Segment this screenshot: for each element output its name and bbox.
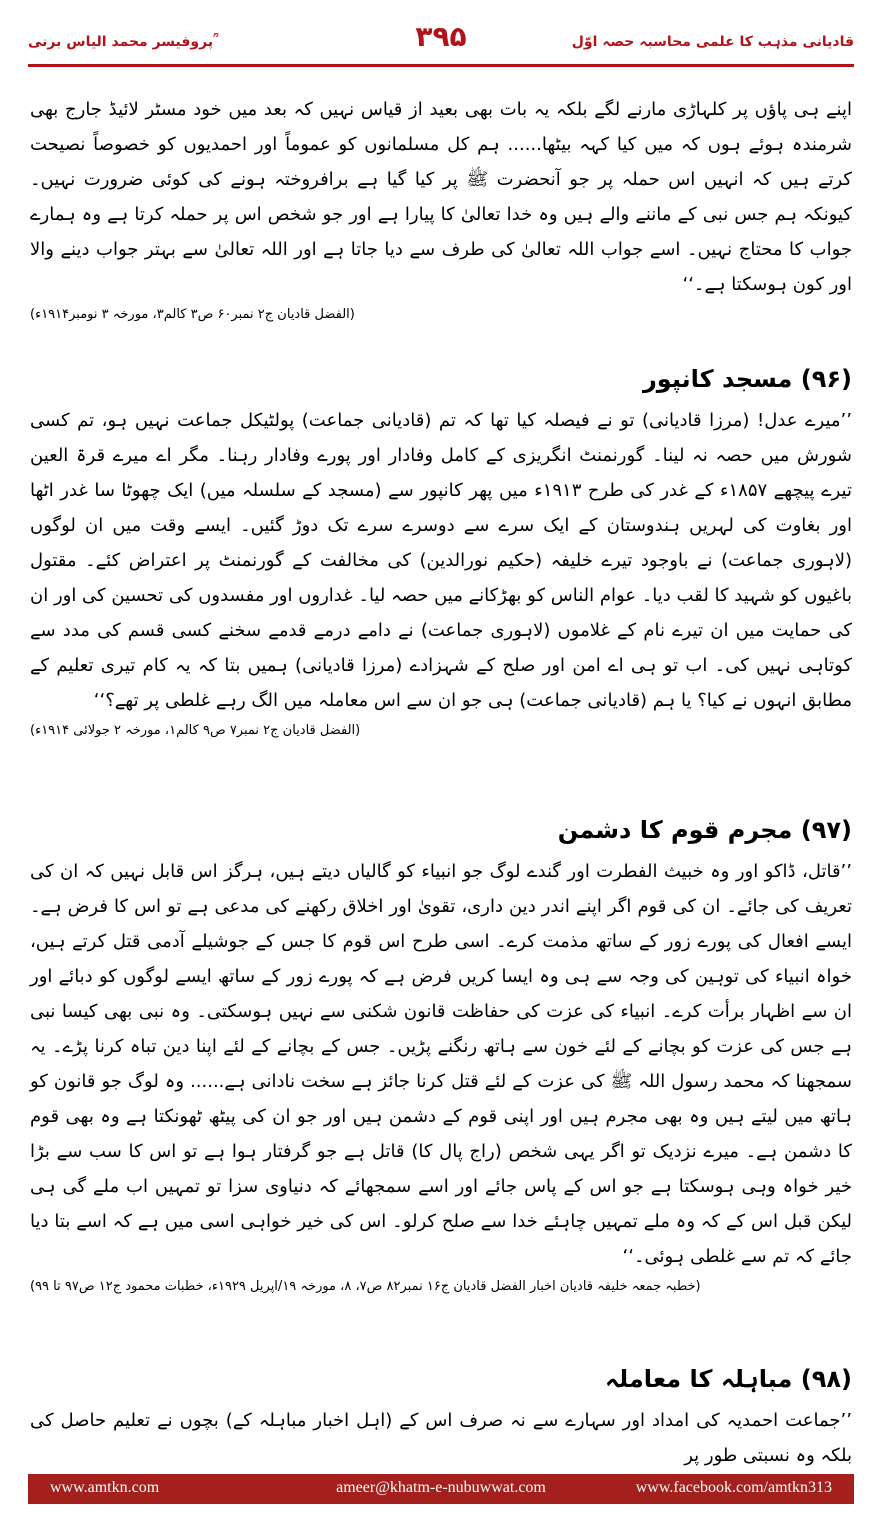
section-continuation (30, 92, 852, 326)
section-98 (30, 1345, 852, 1473)
email-link[interactable]: ameer@khatm-e-nubuwwat.com (336, 1479, 546, 1496)
section-96 (30, 345, 852, 742)
website-link[interactable]: www.amtkn.com (50, 1479, 160, 1496)
section-citation (30, 720, 852, 742)
citation-text: (خطبہ جمعہ خلیفہ قادیان اخبار الفضل قادیان ج۱۶ نمبر۸۲ ص۷، ۸، مورخہ ۱۹/اپریل ۱۹۲۹ء، خطبات محمود ج۱۲ ص۹۷ تا ۹۹) (30, 1279, 701, 1294)
author-name: پروفیسر محمد الیاس برنی ؒ (28, 34, 217, 50)
section-heading: (۹۶) مسجد کانپور (642, 365, 852, 393)
facebook-link[interactable]: www.facebook.com/amtkn313 (635, 1479, 832, 1496)
section-paragraph: ’’قاتل، ڈاکو اور وہ خبیث الفطرت اور گندے لوگ جو انبیاء کو گالیاں دیتے ہیں، ہرگز اس قابل نہیں کہ ان کی تعریف کی جائے۔ ان کی قوم اگر اپنے اندر دین داری، تقویٰ اور اخلاق رکھنے کی مدعی ہے تو اس کا فرض ہے۔ ایسے افعال کی پورے زور کے ساتھ مذمت کرے۔ اسی طرح اس قوم کا جس کے جوشیلے آدمی قتل کرتے ہیں، خواہ انبیاء کی توہین کی وجہ سے ہی وہ ایسا کریں فرض ہے کہ پورے زور کے ساتھ ایسے لوگوں کو دبائے اور ان سے اظہار برأت کرے۔ انبیاء کی عزت کی حفاظت قانون شکنی سے نہیں ہوسکتی۔ وہ نبی بھی کیسا نبی ہے جس کی عزت کو بچانے کے لئے خون سے ہاتھ رنگنے پڑیں۔ جس کے بچانے کے لئے اپنا دین تباہ کرنا پڑے۔ یہ سمجھنا کہ محمد رسول اللہ ﷺ کی عزت کے لئے قتل کرنا جائز ہے سخت نادانی ہے...... وہ لوگ جو قانون کو ہاتھ میں لیتے ہیں وہ بھی مجرم ہیں اور اپنی قوم کے دشمن ہیں اور جو ان کی پیٹھ ٹھونکتا ہے وہ بھی قوم کا دشمن ہے۔ میرے نزدیک تو اگر یہی شخص (راج پال کا) قاتل ہے جو گرفتار ہوا ہے تو اس کا سب سے بڑا خیر خواہ وہی ہوسکتا ہے جو اس کے پاس جائے اور اسے سمجھائے کہ دنیاوی سزا تو تمہیں اب ملے گی ہی لیکن قبل اس کے کہ وہ ملے تمہیں چاہئے خدا سے صلح کرلو۔ اس کی خیر خواہی اسی میں ہے کہ اسے بتا دیا جائے کہ تم سے غلطی ہوئی۔‘‘ (30, 861, 852, 1267)
header-divider (28, 64, 854, 67)
book-title: قادیانی مذہب کا علمی محاسبہ حصہ اوّل (571, 34, 854, 50)
section-citation (30, 1276, 852, 1298)
section-paragraph: ’’میرے عدل! (مرزا قادیانی) تو نے فیصلہ کیا تھا کہ تم (قادیانی جماعت) پولٹیکل جماعت نہیں ہو، تم کسی شورش میں حصہ نہ لینا۔ گورنمنٹ انگریزی کے کامل وفادار اور پورے وفادار رہنا۔ مگر اے میرے قرۃ العین تیرے پیچھے ۱۸۵۷ء کے غدر کی طرح ۱۹۱۳ء میں پھر کانپور سے (مسجد کے سلسلہ میں) ایک چھوٹا سا غدر اٹھا اور بغاوت کی لہریں ہندوستان کے ایک سرے سے دوسرے سرے تک دوڑ گئیں۔ ایسے وقت میں ان لوگوں (لاہوری جماعت) نے باوجود تیرے خلیفہ (حکیم نورالدین) کی مخالفت کے گورنمنٹ پر اعتراض کئے۔ مقتول باغیوں کو شہید کا لقب دیا۔ عوام الناس کو بھڑکانے میں حصہ لیا۔ غداروں اور مفسدوں کی تحسین کی اور ان کی حمایت میں ان تیرے نام کے غلاموں (لاہوری جماعت) نے دامے درمے قدمے سخنے کسی قسم کی مدد سے کوتاہی نہیں کی۔ اب تو ہی اے امن اور صلح کے شہزادے (مرزا قادیانی) ہمیں بتا کہ یہ کام تیری تعلیم کے مطابق انہوں نے کیا؟ یا ہم (قادیانی جماعت) ہی جو ان سے اس معاملہ میں الگ رہے غلطی پر تھے؟‘‘ (30, 410, 852, 711)
section-97 (30, 796, 852, 1298)
section-paragraph: اپنے ہی پاؤں پر کلہاڑی مارنے لگے بلکہ یہ بات بھی بعید از قیاس نہیں کہ بعد میں خود مسٹر لائیڈ جارج بھی شرمندہ ہوئے ہوں کہ میں کیا کہہ بیٹھا...... ہم کل مسلمانوں کو عموماً اور احمدیوں کو خصوصاً نصیحت کرتے ہیں کہ انہیں اس حملہ پر جو آنحضرت ﷺ پر کیا گیا ہے برافروختہ ہونے کی کوئی ضرورت نہیں۔ کیونکہ ہم جس نبی کے ماننے والے ہیں وہ خدا تعالیٰ کا پیارا ہے اور جو شخص اس پر حملہ کرتا ہے وہ ہمارے جواب کا محتاج نہیں۔ اسے جواب اللہ تعالیٰ کی طرف سے دیا جاتا ہے اور اللہ تعالیٰ سے بہتر جواب دینے والا اور کون ہوسکتا ہے۔‘‘ (30, 99, 852, 295)
section-heading: (۹۸) مباہلہ کا معاملہ (605, 1365, 852, 1393)
section-heading: (۹۷) مجرم قوم کا دشمن (557, 816, 852, 844)
citation-text: (الفضل قادیان ج۲ نمبر۶۰ ص۳ کالم۳، مورخہ ۳ نومبر۱۹۱۴ء) (30, 307, 355, 322)
section-citation (30, 304, 852, 326)
page-footer (28, 1474, 854, 1504)
page-number: ۳۹۵ (415, 20, 467, 53)
section-paragraph: ’’جماعت احمدیہ کی امداد اور سہارے سے نہ صرف اس کے (اہل اخبار مباہلہ کے) بچوں نے تعلیم حاصل کی بلکہ وہ نسبتی طور پر (30, 1410, 852, 1466)
page-header (28, 22, 854, 60)
citation-text: (الفضل قادیان ج۲ نمبر۷ ص۹ کالم۱، مورخہ ۲ جولائی ۱۹۱۴ء) (30, 723, 361, 738)
